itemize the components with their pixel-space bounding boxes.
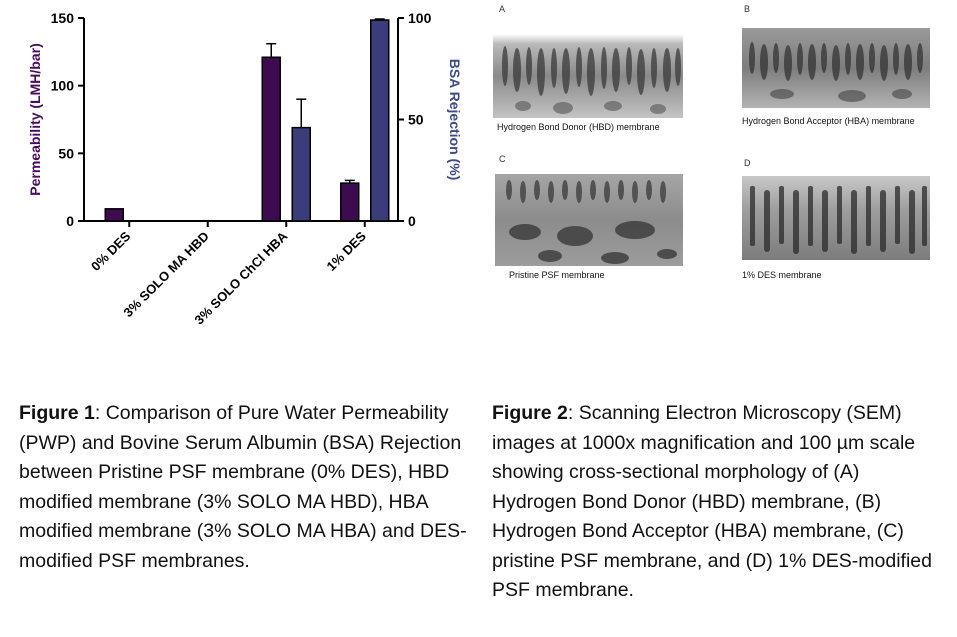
bar-permeability bbox=[341, 183, 359, 221]
y-axis-label-left: Permeability (LMH/bar) bbox=[27, 43, 43, 196]
bar-bsa-rejection bbox=[371, 20, 389, 221]
sem-image-a bbox=[493, 26, 683, 118]
figure-2-label: Figure 2 bbox=[492, 402, 568, 424]
sem-image-d bbox=[742, 176, 930, 260]
sem-letter-b: B bbox=[744, 4, 751, 14]
x-tick-label: 3% SOLO ChCl HBA bbox=[191, 228, 291, 328]
sem-panel-b bbox=[740, 4, 940, 144]
sem-caption-d: 1% DES membrane bbox=[742, 270, 822, 280]
bar-bsa-rejection bbox=[292, 128, 310, 221]
sem-caption-b: Hydrogen Bond Acceptor (HBA) membrane bbox=[742, 116, 915, 126]
bar-chart bbox=[0, 0, 480, 360]
figure-2-caption bbox=[492, 399, 932, 606]
y-tick-label-right: 100 bbox=[408, 10, 432, 26]
y-axis-label-right: BSA Rejection (%) bbox=[447, 58, 463, 181]
bar-permeability bbox=[105, 209, 123, 221]
sem-image-c bbox=[495, 174, 683, 266]
sem-caption-c: Pristine PSF membrane bbox=[509, 270, 605, 280]
y-tick-label-left: 150 bbox=[50, 10, 74, 26]
sem-panel-d bbox=[740, 158, 940, 288]
figure-1-label: Figure 1 bbox=[19, 402, 95, 424]
sem-panel-c bbox=[493, 154, 693, 289]
sem-panel-a bbox=[493, 4, 693, 144]
figure-2-text: : Scanning Electron Microscopy (SEM) images at 1000x magnification and 100 µm scale showing cross-sectional morphology of (A) Hydrogen Bond Donor (HBD) membrane, (B) Hydrogen Bond Acceptor (HBA) membrane, (C) pristine PSF membrane, and (D) 1% DES-modified PSF membrane. bbox=[492, 402, 932, 601]
y-tick-label-right: 0 bbox=[408, 213, 416, 229]
x-tick-label: 0% DES bbox=[88, 228, 134, 274]
sem-letter-d: D bbox=[744, 158, 751, 168]
x-tick-label: 1% DES bbox=[323, 228, 369, 274]
figure-1-text: : Comparison of Pure Water Permeability (PWP) and Bovine Serum Albumin (BSA) Rejection between Pristine PSF membrane (0% DES), HBD modified membrane (3% SOLO MA HBD), HBA modified membrane (3% SOLO MA HBA) and DES-modified PSF membranes. bbox=[19, 402, 467, 572]
figure-1-caption bbox=[19, 399, 479, 576]
sem-caption-a: Hydrogen Bond Donor (HBD) membrane bbox=[497, 122, 660, 132]
y-tick-label-right: 50 bbox=[408, 111, 424, 128]
sem-image-b bbox=[742, 28, 930, 108]
y-tick-label-left: 100 bbox=[50, 77, 74, 94]
bar-permeability bbox=[262, 57, 280, 221]
x-tick-label: 3% SOLO MA HBD bbox=[120, 228, 212, 320]
y-tick-label-left: 0 bbox=[66, 213, 74, 229]
y-tick-label-left: 50 bbox=[58, 145, 74, 162]
sem-letter-c: C bbox=[499, 154, 506, 164]
sem-letter-a: A bbox=[499, 4, 506, 14]
